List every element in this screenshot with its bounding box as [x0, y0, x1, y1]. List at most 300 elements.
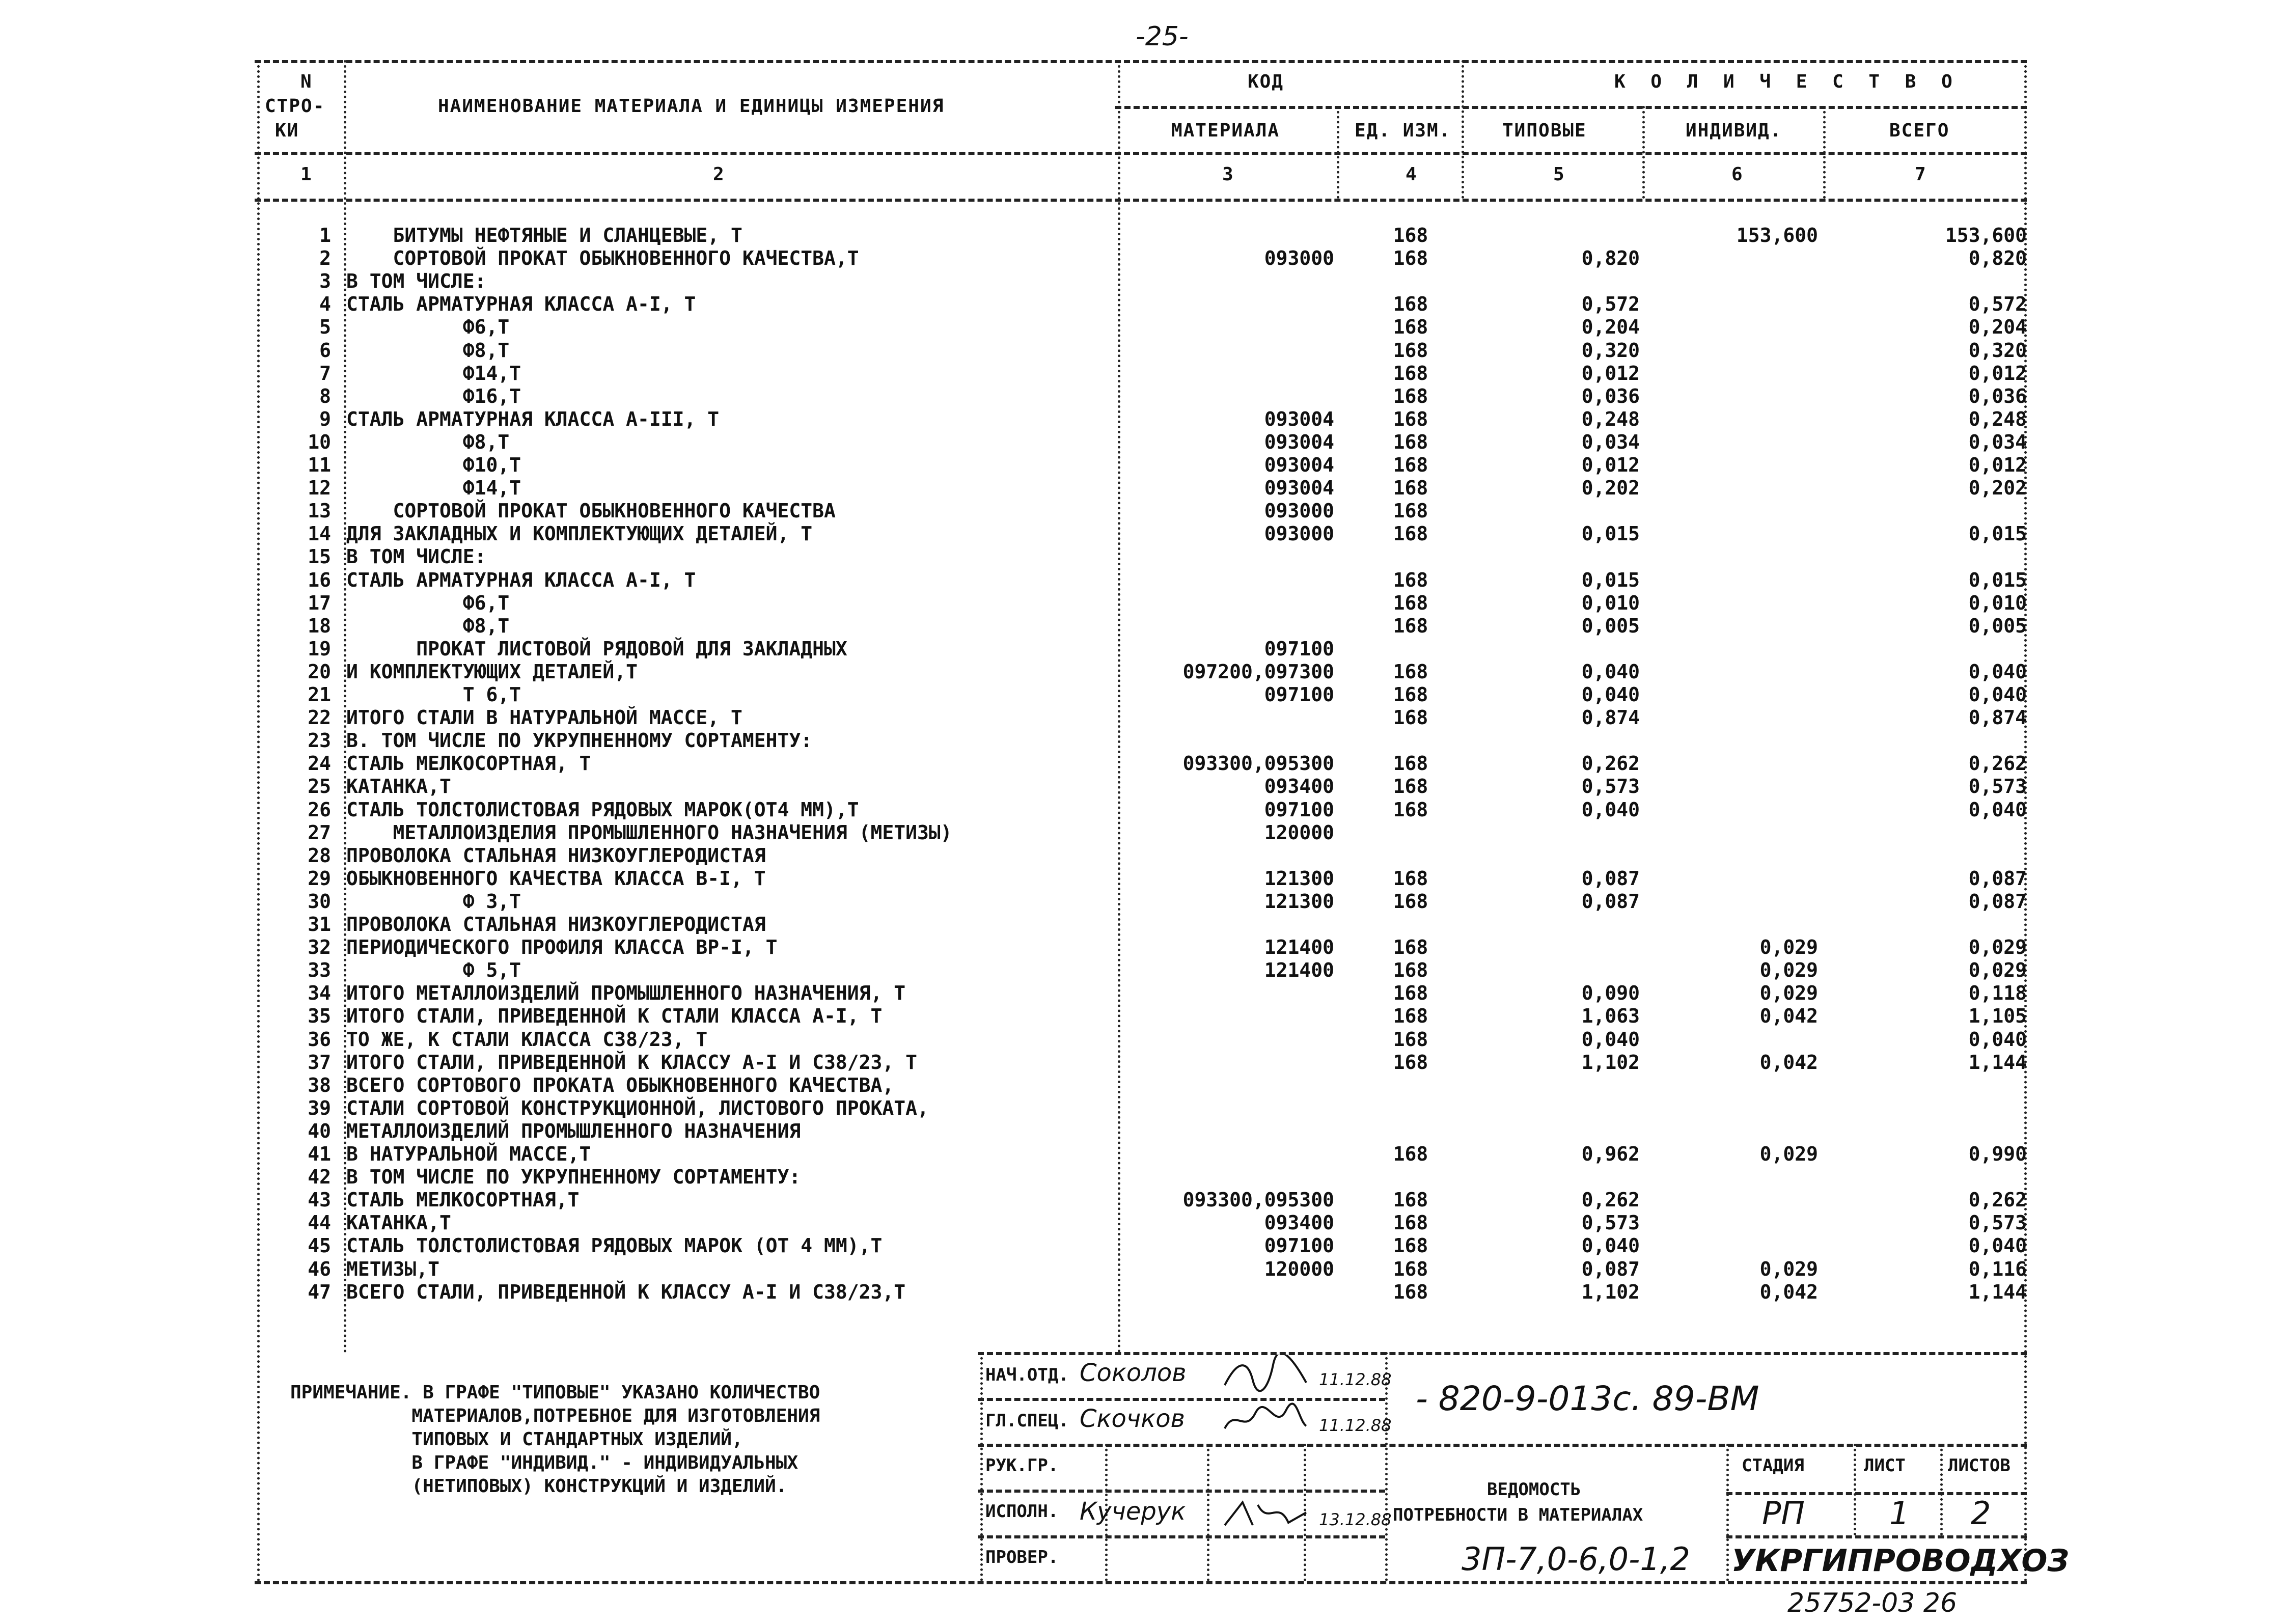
- tb-name-chief: Скочков: [1080, 1405, 1185, 1433]
- cell-n: 12: [308, 477, 331, 499]
- rule-tb-6: [1726, 1535, 2027, 1538]
- cell-name: СТАЛЬ ТОЛСТОЛИСТОВАЯ РЯДОВЫХ МАРОК (ОТ 4 ММ),Т: [346, 1234, 883, 1257]
- cell-name: ТО ЖЕ, К СТАЛИ КЛАССА С38/23, Т: [346, 1028, 708, 1051]
- cell-name: В. ТОМ ЧИСЛЕ ПО УКРУПНЕННОМУ СОРТАМЕНТУ:: [346, 729, 813, 752]
- cell-n: 6: [319, 339, 331, 362]
- cell-name: СТАЛИ СОРТОВОЙ КОНСТРУКЦИОННОЙ, ЛИСТОВОГО ПРОКАТА,: [346, 1097, 929, 1119]
- cell-n: 41: [308, 1143, 331, 1165]
- cell-mat: 097100: [1264, 1234, 1334, 1257]
- cell-tot: 0,015: [1968, 569, 2027, 591]
- colnum-4: 4: [1406, 164, 1418, 185]
- table-row: [0, 385, 2286, 408]
- cell-n: 36: [308, 1028, 331, 1051]
- header-code-material: МАТЕРИАЛА: [1171, 120, 1280, 141]
- cell-n: 27: [308, 821, 331, 844]
- cell-n: 8: [319, 385, 331, 407]
- table-row: [0, 408, 2286, 431]
- cell-mat: 093300,095300: [1182, 1189, 1334, 1211]
- cell-mat: 093000: [1264, 247, 1334, 269]
- tb-organization: УКРГИПРОВОДХОЗ: [1731, 1543, 2069, 1579]
- table-row: [0, 522, 2286, 545]
- cell-unit: 168: [1393, 362, 1428, 384]
- table-row: [0, 844, 2286, 867]
- cell-typ: 0,005: [1581, 615, 1640, 637]
- cell-unit: 168: [1393, 982, 1428, 1004]
- cell-typ: 0,320: [1581, 339, 1640, 362]
- cell-n: 45: [308, 1234, 331, 1257]
- cell-tot: 0,116: [1968, 1258, 2027, 1280]
- cell-n: 7: [319, 362, 331, 384]
- cell-mat: 093400: [1264, 775, 1334, 797]
- table-row: [0, 316, 2286, 339]
- note-line: ТИПОВЫХ И СТАНДАРТНЫХ ИЗДЕЛИЙ,: [290, 1429, 743, 1450]
- table-row: [0, 545, 2286, 568]
- table-row: [0, 936, 2286, 959]
- cell-ind: 0,042: [1759, 1281, 1818, 1303]
- cell-name: СТАЛЬ АРМАТУРНАЯ КЛАССА А-I, Т: [346, 293, 696, 315]
- tb-sheet: 1: [1889, 1495, 1910, 1532]
- cell-name: В ТОМ ЧИСЛЕ:: [346, 270, 486, 292]
- cell-typ: 0,010: [1581, 592, 1640, 614]
- cell-n: 22: [308, 706, 331, 729]
- cell-tot: 153,600: [1945, 224, 2027, 246]
- cell-typ: 0,202: [1581, 477, 1640, 499]
- table-row: [0, 1189, 2286, 1212]
- header-total: ВСЕГО: [1889, 120, 1950, 141]
- cell-n: 33: [308, 959, 331, 981]
- cell-name: В ТОМ ЧИСЛЕ ПО УКРУПНЕННОМУ СОРТАМЕНТУ:: [346, 1166, 801, 1188]
- footer-number: 25752-03 26: [1787, 1588, 1958, 1618]
- vline-tb-title: [1726, 1444, 1729, 1581]
- vline-tb-name: [1207, 1444, 1209, 1581]
- cell-mat: 093400: [1264, 1212, 1334, 1234]
- cell-name: МЕТИЗЫ,Т: [346, 1258, 440, 1280]
- cell-tot: 1,105: [1968, 1005, 2027, 1027]
- cell-unit: 168: [1393, 1258, 1428, 1280]
- cell-n: 23: [308, 729, 331, 752]
- table-row: [0, 890, 2286, 913]
- table-row: [0, 270, 2286, 293]
- cell-n: 47: [308, 1281, 331, 1303]
- vline-tb-sheet: [1940, 1444, 1943, 1535]
- cell-tot: 0,012: [1968, 454, 2027, 476]
- cell-tot: 0,029: [1968, 959, 2027, 981]
- cell-tot: 0,572: [1968, 293, 2027, 315]
- tb-sheets-label: ЛИСТОВ: [1948, 1455, 2010, 1476]
- cell-tot: 0,248: [1968, 408, 2027, 430]
- signature-chief: [1222, 1400, 1309, 1441]
- cell-typ: 1,102: [1581, 1051, 1640, 1074]
- cell-name: КАТАНКА,Т: [346, 1212, 451, 1234]
- cell-n: 28: [308, 844, 331, 867]
- cell-n: 21: [308, 683, 331, 706]
- cell-mat: 121400: [1264, 959, 1334, 981]
- cell-tot: 1,144: [1968, 1051, 2027, 1074]
- table-row: [0, 638, 2286, 660]
- cell-typ: 0,040: [1581, 799, 1640, 821]
- note-line: МАТЕРИАЛОВ,ПОТРЕБНОЕ ДЛЯ ИЗГОТОВЛЕНИЯ: [290, 1406, 820, 1426]
- cell-name: ИТОГО СТАЛИ В НАТУРАЛЬНОЙ МАССЕ, Т: [346, 706, 742, 729]
- cell-name: Ф6,Т: [346, 316, 510, 338]
- cell-unit: 168: [1393, 247, 1428, 269]
- cell-n: 11: [308, 454, 331, 476]
- cell-name: Ф16,Т: [346, 385, 521, 407]
- table-row: [0, 1074, 2286, 1097]
- cell-tot: 0,040: [1968, 683, 2027, 706]
- rule-header-sub: [1115, 106, 2027, 109]
- cell-tot: 0,204: [1968, 316, 2027, 338]
- cell-unit: 168: [1393, 500, 1428, 522]
- cell-mat: 121300: [1264, 867, 1334, 890]
- tb-role-chief: ГЛ.СПЕЦ.: [985, 1411, 1069, 1431]
- cell-name: ПРОКАТ ЛИСТОВОЙ РЯДОВОЙ ДЛЯ ЗАКЛАДНЫХ: [346, 638, 847, 660]
- cell-name: ДЛЯ ЗАКЛАДНЫХ И КОМПЛЕКТУЮЩИХ ДЕТАЛЕЙ, Т: [346, 522, 813, 545]
- cell-name: СТАЛЬ МЕЛКОСОРТНАЯ, Т: [346, 752, 591, 775]
- cell-name: ИТОГО МЕТАЛЛОИЗДЕЛИЙ ПРОМЫШЛЕННОГО НАЗНАЧЕНИЯ, Т: [346, 982, 906, 1004]
- cell-mat: 120000: [1264, 821, 1334, 844]
- tb-stage: РП: [1762, 1495, 1805, 1532]
- cell-unit: 168: [1393, 867, 1428, 890]
- tb-date-exec: 13.12.88: [1319, 1510, 1392, 1529]
- header-quantity: К О Л И Ч Е С Т В О: [1614, 71, 1960, 92]
- tb-role-exec: ИСПОЛН.: [985, 1501, 1059, 1522]
- cell-n: 20: [308, 660, 331, 683]
- cell-n: 32: [308, 936, 331, 958]
- table-row: [0, 1258, 2286, 1281]
- tb-doc-title-2: ПОТРЕБНОСТИ В МАТЕРИАЛАХ: [1393, 1505, 1643, 1525]
- cell-ind: 153,600: [1736, 224, 1818, 246]
- note-line: В ГРАФЕ "ИНДИВИД." - ИНДИВИДУАЛЬНЫХ: [290, 1452, 798, 1473]
- cell-mat: 093004: [1264, 477, 1334, 499]
- cell-n: 5: [319, 316, 331, 338]
- cell-unit: 168: [1393, 1189, 1428, 1211]
- cell-typ: 0,573: [1581, 775, 1640, 797]
- cell-name: ИТОГО СТАЛИ, ПРИВЕДЕННОЙ К СТАЛИ КЛАССА А-I, Т: [346, 1005, 883, 1027]
- cell-name: СТАЛЬ АРМАТУРНАЯ КЛАССА А-III, Т: [346, 408, 720, 430]
- cell-name: ИТОГО СТАЛИ, ПРИВЕДЕННОЙ К КЛАССУ А-I И С38/23, Т: [346, 1051, 918, 1074]
- tb-doc-title-1: ВЕДОМОСТЬ: [1487, 1479, 1581, 1500]
- cell-unit: 168: [1393, 477, 1428, 499]
- table-row: [0, 660, 2286, 683]
- cell-unit: 168: [1393, 522, 1428, 545]
- rule-tb-1: [978, 1398, 1385, 1401]
- header-code: КОД: [1248, 71, 1284, 92]
- table-row: [0, 913, 2286, 936]
- vline-tb-stage: [1854, 1444, 1856, 1535]
- table-row: [0, 293, 2286, 316]
- cell-n: 43: [308, 1189, 331, 1211]
- colnum-2: 2: [713, 164, 725, 185]
- cell-name: СОРТОВОЙ ПРОКАТ ОБЫКНОВЕННОГО КАЧЕСТВА,Т: [346, 247, 859, 269]
- cell-typ: 0,012: [1581, 362, 1640, 384]
- colnum-6: 6: [1731, 164, 1744, 185]
- table-row: [0, 592, 2286, 615]
- header-row-no-2: СТРО-: [265, 96, 325, 117]
- colnum-5: 5: [1553, 164, 1565, 185]
- cell-tot: 0,015: [1968, 522, 2027, 545]
- table-row: [0, 706, 2286, 729]
- cell-unit: 168: [1393, 959, 1428, 981]
- vline-tb-left: [980, 1352, 983, 1581]
- table-row: [0, 224, 2286, 247]
- cell-ind: 0,042: [1759, 1005, 1818, 1027]
- cell-typ: 0,040: [1581, 1028, 1640, 1051]
- table-row: [0, 431, 2286, 454]
- cell-n: 44: [308, 1212, 331, 1234]
- tb-sheet-label: ЛИСТ: [1864, 1455, 1906, 1476]
- cell-typ: 0,262: [1581, 752, 1640, 775]
- cell-unit: 168: [1393, 1281, 1428, 1303]
- cell-n: 14: [308, 522, 331, 545]
- rule-header-bottom: [255, 152, 2027, 155]
- cell-name: Ф 5,Т: [346, 959, 521, 981]
- cell-name: СТАЛЬ АРМАТУРНАЯ КЛАССА А-I, Т: [346, 569, 696, 591]
- cell-name: В НАТУРАЛЬНОЙ МАССЕ,Т: [346, 1143, 591, 1165]
- table-row: [0, 1051, 2286, 1074]
- cell-tot: 0,990: [1968, 1143, 2027, 1165]
- cell-typ: 0,015: [1581, 569, 1640, 591]
- table-row: [0, 362, 2286, 385]
- cell-tot: 0,012: [1968, 362, 2027, 384]
- cell-name: Ф8,Т: [346, 431, 510, 453]
- cell-ind: 0,042: [1759, 1051, 1818, 1074]
- cell-name: И КОМПЛЕКТУЮЩИХ ДЕТАЛЕЙ,Т: [346, 660, 638, 683]
- cell-ind: 0,029: [1759, 936, 1818, 958]
- cell-tot: 0,087: [1968, 890, 2027, 913]
- rule-bottom: [255, 1581, 2027, 1584]
- cell-typ: 0,087: [1581, 867, 1640, 890]
- tb-role-check: ПРОВЕР.: [985, 1547, 1059, 1567]
- signature-exec: [1222, 1495, 1309, 1535]
- cell-typ: 0,036: [1581, 385, 1640, 407]
- tb-name-exec: Кучерук: [1080, 1497, 1186, 1526]
- cell-n: 24: [308, 752, 331, 775]
- table-row: [0, 799, 2286, 821]
- cell-typ: 0,573: [1581, 1212, 1640, 1234]
- cell-n: 9: [319, 408, 331, 430]
- cell-tot: 0,118: [1968, 982, 2027, 1004]
- rule-tb-3: [978, 1490, 1385, 1493]
- cell-unit: 168: [1393, 799, 1428, 821]
- colnum-7: 7: [1915, 164, 1927, 185]
- cell-typ: 0,572: [1581, 293, 1640, 315]
- page-number: -25-: [1136, 21, 1189, 52]
- cell-ind: 0,029: [1759, 1258, 1818, 1280]
- cell-mat: 097100: [1264, 638, 1334, 660]
- cell-tot: 0,036: [1968, 385, 2027, 407]
- cell-name: ВСЕГО СТАЛИ, ПРИВЕДЕННОЙ К КЛАССУ А-I И С38/23,Т: [346, 1281, 906, 1303]
- cell-name: Ф14,Т: [346, 362, 521, 384]
- table-row: [0, 959, 2286, 982]
- cell-tot: 0,010: [1968, 592, 2027, 614]
- cell-mat: 097100: [1264, 683, 1334, 706]
- tb-date-chief: 11.12.88: [1319, 1416, 1392, 1435]
- cell-n: 10: [308, 431, 331, 453]
- signature-head: [1222, 1355, 1309, 1395]
- cell-unit: 168: [1393, 1051, 1428, 1074]
- cell-unit: 168: [1393, 569, 1428, 591]
- cell-ind: 0,029: [1759, 1143, 1818, 1165]
- cell-unit: 168: [1393, 293, 1428, 315]
- cell-unit: 168: [1393, 592, 1428, 614]
- vline-unit: [1462, 60, 1464, 199]
- cell-n: 19: [308, 638, 331, 660]
- cell-name: Ф8,Т: [346, 615, 510, 637]
- cell-name: Ф6,Т: [346, 592, 510, 614]
- cell-name: В ТОМ ЧИСЛЕ:: [346, 545, 486, 568]
- cell-unit: 168: [1393, 660, 1428, 683]
- cell-name: СТАЛЬ ТОЛСТОЛИСТОВАЯ РЯДОВЫХ МАРОК(ОТ4 ММ),Т: [346, 799, 859, 821]
- cell-mat: 097200,097300: [1182, 660, 1334, 683]
- cell-typ: 1,063: [1581, 1005, 1640, 1027]
- cell-unit: 168: [1393, 1028, 1428, 1051]
- tb-date-head: 11.12.88: [1319, 1370, 1392, 1389]
- note-line: (НЕТИПОВЫХ) КОНСТРУКЦИЙ И ИЗДЕЛИЙ.: [290, 1476, 787, 1497]
- table-row: [0, 752, 2286, 775]
- tb-sheets: 2: [1971, 1495, 1991, 1532]
- cell-tot: 0,202: [1968, 477, 2027, 499]
- tb-role-head: НАЧ.ОТД.: [985, 1365, 1069, 1385]
- rule-tb-5: [978, 1535, 1385, 1538]
- cell-name: ПРОВОЛОКА СТАЛЬНАЯ НИЗКОУГЛЕРОДИСТАЯ: [346, 913, 766, 935]
- cell-n: 16: [308, 569, 331, 591]
- cell-typ: 0,248: [1581, 408, 1640, 430]
- vline-material: [1337, 106, 1339, 199]
- header-row-no-3: КИ: [275, 120, 299, 141]
- vline-typical: [1642, 106, 1645, 199]
- cell-n: 4: [319, 293, 331, 315]
- cell-unit: 168: [1393, 775, 1428, 797]
- cell-name: БИТУМЫ НЕФТЯНЫЕ И СЛАНЦЕВЫЕ, Т: [346, 224, 742, 246]
- cell-unit: 168: [1393, 936, 1428, 958]
- cell-unit: 168: [1393, 431, 1428, 453]
- table-row: [0, 1234, 2286, 1257]
- cell-unit: 168: [1393, 385, 1428, 407]
- table-row: [0, 1166, 2286, 1189]
- table-row: [0, 821, 2286, 844]
- cell-n: 38: [308, 1074, 331, 1096]
- cell-tot: 0,874: [1968, 706, 2027, 729]
- cell-name: КАТАНКА,Т: [346, 775, 451, 797]
- tb-doc-subtitle: 3П-7,0-6,0-1,2: [1462, 1540, 1690, 1578]
- cell-n: 37: [308, 1051, 331, 1074]
- cell-typ: 0,040: [1581, 683, 1640, 706]
- cell-unit: 168: [1393, 224, 1428, 246]
- cell-mat: 093000: [1264, 500, 1334, 522]
- cell-tot: 0,005: [1968, 615, 2027, 637]
- rule-colnum-bottom: [255, 199, 2027, 202]
- cell-n: 40: [308, 1120, 331, 1142]
- colnum-1: 1: [300, 164, 313, 185]
- cell-typ: 0,087: [1581, 1258, 1640, 1280]
- cell-tot: 0,029: [1968, 936, 2027, 958]
- header-row-no-1: N: [300, 71, 313, 92]
- cell-name: Ф8,Т: [346, 339, 510, 362]
- cell-name: ВСЕГО СОРТОВОГО ПРОКАТА ОБЫКНОВЕННОГО КАЧЕСТВА,: [346, 1074, 894, 1096]
- vline-individual: [1823, 106, 1826, 199]
- cell-typ: 0,087: [1581, 890, 1640, 913]
- cell-tot: 0,573: [1968, 775, 2027, 797]
- cell-n: 1: [319, 224, 331, 246]
- table-row: [0, 454, 2286, 477]
- cell-name: ПЕРИОДИЧЕСКОГО ПРОФИЛЯ КЛАССА ВР-I, Т: [346, 936, 778, 958]
- cell-typ: 0,012: [1581, 454, 1640, 476]
- cell-unit: 168: [1393, 1005, 1428, 1027]
- cell-unit: 168: [1393, 1143, 1428, 1165]
- colnum-3: 3: [1222, 164, 1234, 185]
- table-row: [0, 1281, 2286, 1304]
- cell-typ: 0,040: [1581, 660, 1640, 683]
- cell-ind: 0,029: [1759, 982, 1818, 1004]
- cell-mat: 093000: [1264, 522, 1334, 545]
- cell-mat: 120000: [1264, 1258, 1334, 1280]
- cell-tot: 0,262: [1968, 752, 2027, 775]
- cell-n: 34: [308, 982, 331, 1004]
- cell-tot: 1,144: [1968, 1281, 2027, 1303]
- tb-stage-label: СТАДИЯ: [1742, 1455, 1804, 1476]
- table-row: [0, 867, 2286, 890]
- cell-name: ПРОВОЛОКА СТАЛЬНАЯ НИЗКОУГЛЕРОДИСТАЯ: [346, 844, 766, 867]
- cell-tot: 0,087: [1968, 867, 2027, 890]
- table-row: [0, 683, 2286, 706]
- rule-titleblock-top: [978, 1352, 2027, 1355]
- cell-unit: 168: [1393, 683, 1428, 706]
- cell-typ: 0,820: [1581, 247, 1640, 269]
- cell-unit: 168: [1393, 1212, 1428, 1234]
- cell-unit: 168: [1393, 454, 1428, 476]
- cell-unit: 168: [1393, 615, 1428, 637]
- cell-tot: 0,262: [1968, 1189, 2027, 1211]
- cell-typ: 0,262: [1581, 1189, 1640, 1211]
- cell-unit: 168: [1393, 890, 1428, 913]
- cell-tot: 0,320: [1968, 339, 2027, 362]
- cell-n: 29: [308, 867, 331, 890]
- cell-n: 35: [308, 1005, 331, 1027]
- table-row: [0, 1097, 2286, 1120]
- cell-mat: 121400: [1264, 936, 1334, 958]
- cell-unit: 168: [1393, 1234, 1428, 1257]
- cell-n: 17: [308, 592, 331, 614]
- table-row: [0, 982, 2286, 1005]
- cell-ind: 0,029: [1759, 959, 1818, 981]
- cell-typ: 0,204: [1581, 316, 1640, 338]
- cell-unit: 168: [1393, 408, 1428, 430]
- cell-name: МЕТАЛЛОИЗДЕЛИЙ ПРОМЫШЛЕННОГО НАЗНАЧЕНИЯ: [346, 1120, 801, 1142]
- header-code-unit: ЕД. ИЗМ.: [1355, 120, 1451, 141]
- table-row: [0, 1143, 2286, 1166]
- table-row: [0, 1028, 2286, 1051]
- cell-n: 25: [308, 775, 331, 797]
- header-individual: ИНДИВИД.: [1686, 120, 1782, 141]
- cell-mat: 093004: [1264, 454, 1334, 476]
- cell-unit: 168: [1393, 752, 1428, 775]
- cell-tot: 0,573: [1968, 1212, 2027, 1234]
- cell-unit: 168: [1393, 706, 1428, 729]
- table-row: [0, 1120, 2286, 1143]
- table-row: [0, 1005, 2286, 1028]
- cell-n: 30: [308, 890, 331, 913]
- cell-typ: 0,962: [1581, 1143, 1640, 1165]
- table-row: [0, 1212, 2286, 1234]
- table-row: [0, 729, 2286, 752]
- cell-tot: 0,040: [1968, 660, 2027, 683]
- cell-typ: 0,874: [1581, 706, 1640, 729]
- cell-name: Ф10,Т: [346, 454, 521, 476]
- rule-top: [255, 60, 2027, 63]
- cell-unit: 168: [1393, 339, 1428, 362]
- cell-tot: 0,040: [1968, 1028, 2027, 1051]
- cell-tot: 0,820: [1968, 247, 2027, 269]
